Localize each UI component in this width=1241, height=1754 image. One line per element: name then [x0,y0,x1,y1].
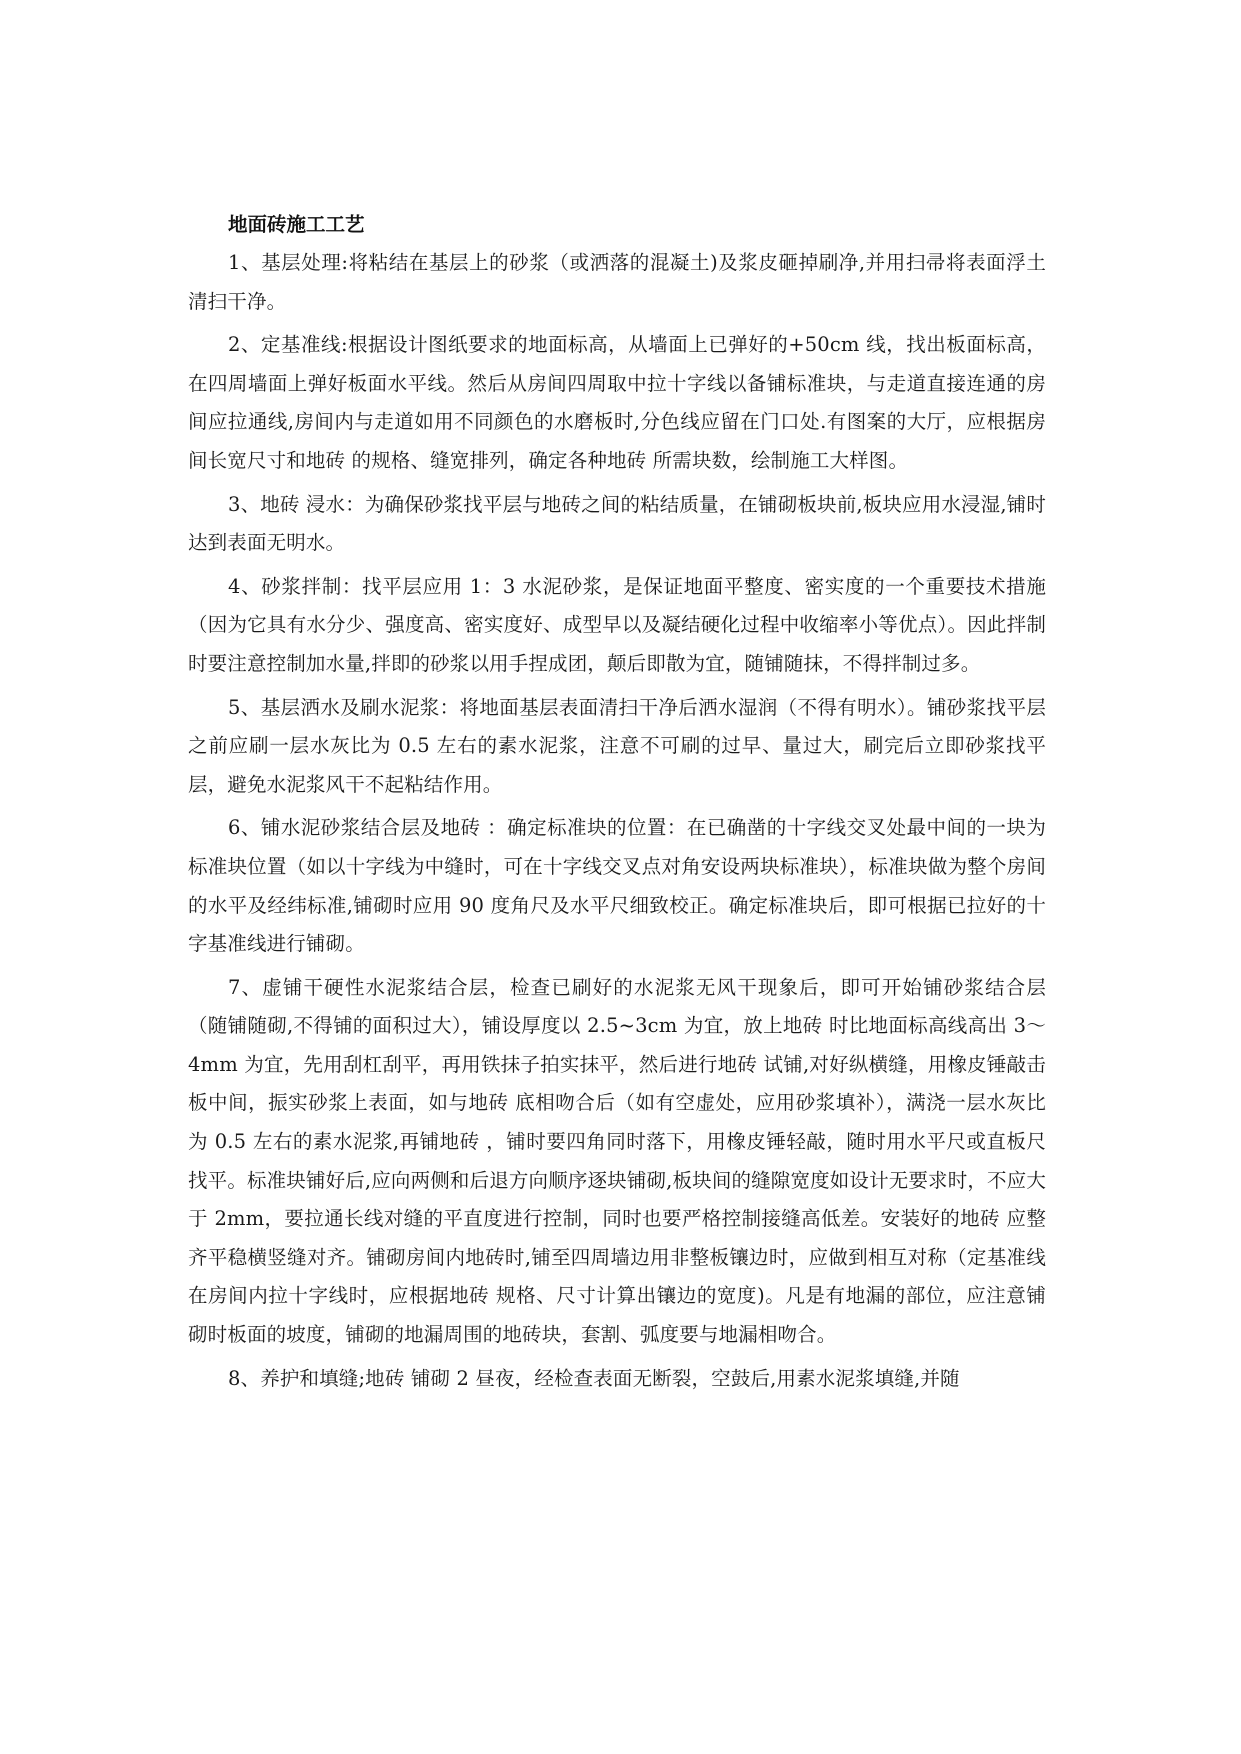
paragraph-4-mortar-mixing: 4、砂浆拌制：找平层应用 1：3 水泥砂浆，是保证地面平整度、密实度的一个重要技术措施（因为它具有水分少、强度高、密实度好、成型早以及凝结硬化过程中收缩率小等优点）。因此拌制时要注意控制加水量,拌即的砂浆以用手捏成团，颠后即散为宜，随铺随抹，不得拌制过多。 [188,574,1046,675]
paragraph-5-watering-and-slurry: 5、基层洒水及刷水泥浆：将地面基层表面清扫干净后洒水湿润（不得有明水）。铺砂浆找平层之前应刷一层水灰比为 0.5 左右的素水泥浆，注意不可刷的过早、量过大，刷完后立即砂浆找平层，避免水泥浆风干不起粘结作用。 [188,695,1046,796]
document-body [188,207,1046,1403]
paragraph-2-reference-line: 2、定基准线:根据设计图纸要求的地面标高，从墙面上已弹好的+50cm 线，找出板面标高，在四周墙面上弹好板面水平线。然后从房间四周取中拉十字线以备铺标准块，与走道直接连通的房间应拉通线,房间内与走道如用不同颜色的水磨板时,分色线应留在门口处.有图案的大厅，应根据房间长宽尺寸和地砖 的规格、缝宽排列，确定各种地砖 所需块数，绘制施工大样图。 [188,333,1046,472]
paragraph-6-bonding-layer: 6、铺水泥砂浆结合层及地砖 ：确定标准块的位置：在已确凿的十字线交叉处最中间的一块为标准块位置（如以十字线为中缝时，可在十字线交叉点对角安设两块标准块），标准块做为整个房间的水平及经纬标准,铺砌时应用 90 度角尺及水平尺细致校正。确定标准块后，即可根据已拉好的十字基准线进行铺砌。 [188,816,1046,956]
paragraph-1-base-treatment: 1、基层处理:将粘结在基层上的砂浆（或洒落的混凝土)及浆皮砸掉刷净,并用扫帚将表面浮土清扫干净。 [188,251,1046,313]
paragraph-7-dry-laying: 7、虚铺干硬性水泥浆结合层，检查已刷好的水泥浆无风干现象后，即可开始铺砂浆结合层（随铺随砌,不得铺的面积过大），铺设厚度以 2.5~3cm 为宜，放上地砖 时比地面标高线高出 3～4mm 为宜，先用刮杠刮平，再用铁抹子拍实抹平，然后进行地砖 试铺,对好纵横缝，用橡皮锤敲击板中间，振实砂浆上表面，如与地砖 底相吻合后（如有空虚处，应用砂浆填补），满浇一层水灰比为 0.5 左右的素水泥浆,再铺地砖 ，铺时要四角同时落下，用橡皮锤轻敲，随时用水平尺或直板尺找平。标准块铺好后,应向两侧和后退方向顺序逐块铺砌,板块间的缝隙宽度如设计无要求时，不应大于 2mm，要拉通长线对缝的平直度进行控制，同时也要严格控制接缝高低差。安装好的地砖 应整齐平稳横竖缝对齐。铺砌房间内地砖时,铺至四周墙边用非整板镶边时，应做到相互对称（定基准线在房间内拉十字线时，应根据地砖 规格、尺寸计算出镶边的宽度)。凡是有地漏的部位，应注意铺砌时板面的坡度，铺砌的地漏周围的地砖块，套割、弧度要与地漏相吻合。 [188,975,1046,1347]
paragraph-3-tile-soaking: 3、地砖 浸水：为确保砂浆找平层与地砖之间的粘结质量，在铺砌板块前,板块应用水浸湿,铺时达到表面无明水。 [188,492,1046,555]
document-title: 地面砖施工工艺 [228,213,365,236]
paragraph-8-curing-and-grouting: 8、养护和填缝;地砖 铺砌 2 昼夜，经检查表面无断裂，空鼓后,用素水泥浆填缝,并随 [228,1366,960,1390]
